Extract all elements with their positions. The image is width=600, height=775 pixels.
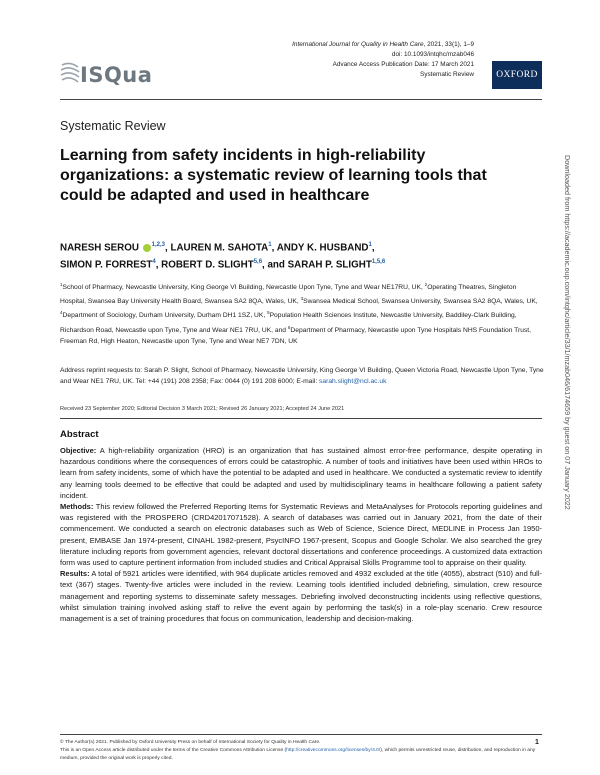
author-list (60, 238, 530, 273)
copyright-footer (60, 739, 542, 763)
affiliation-text: Population Health Sciences Institute, Newcastle University, Baddiley-Clark Building, Richardson Road, Newcastle upon Tyne, Tyne and Wear NE1 7RU, UK, and (60, 312, 517, 334)
isqua-wave-icon (60, 59, 82, 87)
journal-name: International Journal for Quality in Health Care (292, 41, 424, 48)
affiliation-number: 4 (60, 310, 63, 316)
reprint-address-text: Address reprint requests to: Sarah P. Slight, School of Pharmacy, Newcastle University, King George VI Building, Queen Victoria Road, Newcastle Upon Tyne, Tyne and Wear NE1 7RU, UK. Tel: +44 (191) 208 2358; Fax: 0044 (0) 191 208 6000; E-mail: (60, 367, 544, 385)
methods-text: This review followed the Preferred Reporting Items for Systematic Reviews and MetaAnalyses for Protocols reporting guidelines and was registered with the PROSPERO (CRD42017071528). A search of databases was carried out in January 2021, from the date of their commencement. We conducted a search on electronic databases such as Web of Science, Science Direct, MEDLINE in Process Jan 1950-present, EMBASE Jan 1974-present, CINAHL 1982-present, PsycINFO 1967-present, Scopus and Google Scholar. We also searched the grey literature including reports from government agencies, relevant doctoral dissertations and conference proceedings. A customized data extraction form was used to capture pertinent information from included studies and Critical Appraisal Skills Programme tool to appraise on their quality. (60, 502, 542, 568)
oxford-logo: OXFORD (492, 61, 542, 89)
results-text: A total of 5921 articles were identified, with 964 duplicate articles removed and 4932 excluded at the title (4055), abstract (510) and full-text (367) stages. Twenty-five articles were included in the review. Learning tools identified included debriefing, simulation, crew resource management and reporting systems to disseminate safety messages. Debriefing involved deconstructing incidents using reflective questions, whilst simulation training involved asking staff to relive the event again by performing the task(s) in a role-play scenario. Crew resource management is a set of training procedures that focus on communication, leadership and decision-making. (60, 569, 542, 624)
author-affiliation-sup: 1 (368, 242, 372, 248)
abstract-divider (60, 418, 542, 419)
affiliations (60, 279, 544, 347)
article-type: Systematic Review (420, 71, 474, 78)
author-name: , and SARAH P. SLIGHT (262, 259, 372, 271)
isqua-wordmark: ISQua (80, 63, 153, 87)
affiliation-text: School of Pharmacy, Newcastle University, King George VI Building, Newcastle Upon Tyne, Tyne and Wear NE17RU, UK, (62, 284, 425, 292)
header-divider (60, 99, 542, 100)
affiliation-number: 3 (300, 296, 304, 302)
affiliation-text: Swansea Medical School, Swansea University, Swansea SA2 8QA, Wales, UK, (303, 298, 538, 306)
footer-divider (60, 734, 542, 735)
affiliation-text: Department of Sociology, Durham University, Durham DH1 1SZ, UK, (62, 312, 268, 320)
affiliation-text: Department of Pharmacy, Newcastle upon Tyne Hospitals NHS Foundation Trust, Freeman Rd, High Heaton, Newcastle upon Tyne, Tyne and Wear NE7 7DN, UK (60, 326, 532, 345)
abstract-methods (60, 501, 542, 568)
page-number: 1 (535, 739, 539, 746)
license-line (60, 747, 542, 763)
author-name: NARESH SEROU (60, 242, 139, 254)
email-link[interactable]: sarah.slight@ncl.ac.uk (319, 378, 387, 385)
doi: doi: 10.1093/intqhc/mzab046 (391, 51, 474, 58)
affiliation-number: 1 (60, 282, 63, 287)
author-affiliation-sup: 5,6 (253, 259, 263, 266)
article-title: Learning from safety incidents in high-reliability organizations: a systematic review of learning tools that could be adapted and used in healthcare (60, 147, 487, 204)
affiliation-number: 5 (267, 310, 270, 316)
affiliation-text: Operating Theatres, Singleton Hospital, Swansea Bay University Health Board, Swansea SA2 8QA, Wales, UK, (60, 284, 517, 306)
author-name: , ANDY K. HUSBAND (271, 242, 369, 254)
objective-text: A high-reliability organization (HRO) is an organization that has sustained almost error-free performance, despite operating in hazardous conditions where the consequences of errors could be catastrophic. A number of tools and initiatives have been used within HROs to learn from safety incidents, some of which have the potential to be adapted and used in healthcare. We conducted a systematic review to identify any learning tools deemed to be effective that could be adapted and used by multidisciplinary teams in healthcare following a patient safety incident. (60, 446, 542, 500)
abstract-results (60, 568, 542, 624)
author-separator: , (371, 242, 375, 254)
objective-label: Objective: (60, 446, 97, 455)
author-name: , LAUREN M. SAHOTA (165, 242, 269, 254)
license-link[interactable]: http://creativecommons.org/licenses/by/4.0/ (286, 748, 381, 753)
license-text: This is an Open Access article distributed under the terms of the Creative Commons Attribution License ( (60, 748, 287, 753)
author-name: , ROBERT D. SLIGHT (155, 259, 254, 271)
license-text: ), which permits unrestricted reuse, distribution, and reproduction in any medium, provided the original work is properly cited. (60, 748, 536, 761)
affiliation-number: 2 (424, 282, 428, 287)
section-label: Systematic Review (60, 119, 166, 133)
abstract-objective (60, 445, 542, 501)
reprint-address (60, 365, 544, 387)
journal-citation: , 2021, 33(1), 1–9 (423, 41, 474, 48)
author-affiliation-sup: 1,5,6 (371, 259, 386, 266)
article-dates: Received 23 September 2020; Editorial Decision 3 March 2021; Revised 26 January 2021; Accepted 24 June 2021 (60, 406, 345, 412)
author-affiliation-sup: 1 (268, 242, 272, 248)
abstract-heading: Abstract (60, 429, 99, 440)
results-label: Results: (60, 569, 90, 579)
orcid-icon[interactable] (143, 244, 151, 252)
abstract-body (60, 445, 542, 624)
isqua-logo (60, 57, 155, 91)
copyright-line: © The Author(s) 2021. Published by Oxford University Press on behalf of International Society for Quality in Health Care. (60, 740, 321, 745)
advance-access-date: Advance Access Publication Date: 17 March 2021 (332, 61, 474, 68)
affiliation-number: 6 (287, 324, 291, 330)
author-name: SIMON P. FORREST (60, 259, 153, 271)
download-side-note: Downloaded from https://academic.oup.com/intqhc/article/33/1/mzab046/6174659 by guest on 07 January 2022 (563, 155, 572, 510)
journal-header (292, 40, 474, 80)
author-affiliation-sup: 1,2,3 (151, 242, 166, 248)
author-affiliation-sup: 4 (152, 259, 156, 266)
methods-label: Methods: (60, 502, 94, 512)
